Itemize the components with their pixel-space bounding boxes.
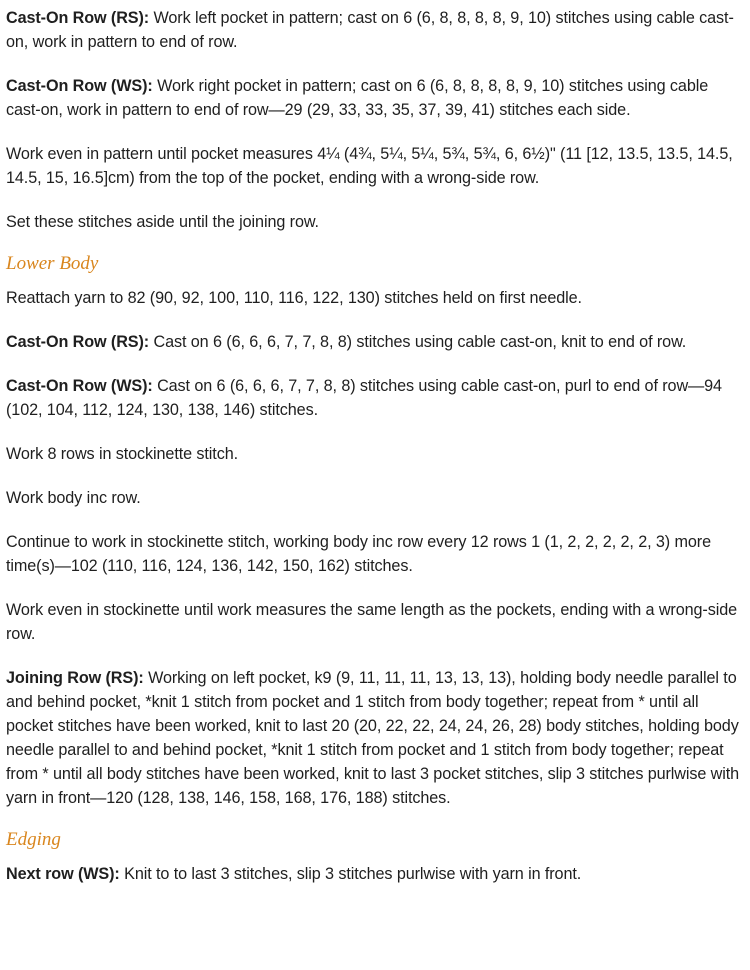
section-heading-edging: Edging [6,829,61,850]
instruction-label: Cast-On Row (WS): [6,77,153,95]
instruction-text: Work right pocket in pattern; cast on 6 (6, 8, 8, 8, 8, 9, 10) stitches using cable cast-on, work in pattern to end of row—29 (29, 33, 33, 35, 37, 39, 41) stitches each side. [6,77,709,119]
instruction-text: Knit to to last 3 stitches, slip 3 stitches purlwise with yarn in front. [119,865,582,883]
instruction-joining-row [6,666,746,810]
instruction-stockinette-rows [6,442,746,466]
instruction-body-inc-row [6,486,746,510]
instruction-label: Cast-On Row (WS): [6,377,153,395]
instruction-text: Work body inc row. [6,489,141,507]
instruction-text: Work even in pattern until pocket measures 4¼ (4¾, 5¼, 5¼, 5¾, 5¾, 6, 6½)" (11 [12, 13.5, 13.5, 14.5, 14.5, 15, 16.5]cm) from the top of the pocket, ending with a wrong-side row. [6,145,733,187]
instruction-label: Next row (WS): [6,865,120,883]
instruction-set-aside [6,210,746,234]
instruction-label: Cast-On Row (RS): [6,9,150,27]
instruction-text: Reattach yarn to 82 (90, 92, 100, 110, 116, 122, 130) stitches held on first needle. [6,289,582,307]
instruction-work-even-pocket [6,142,746,190]
instruction-text: Cast on 6 (6, 6, 6, 7, 7, 8, 8) stitches using cable cast-on, knit to end of row. [149,333,687,351]
instruction-text: Set these stitches aside until the joining row. [6,213,319,231]
instruction-work-even-stockinette [6,598,746,646]
instruction-text: Cast on 6 (6, 6, 6, 7, 7, 8, 8) stitches using cable cast-on, purl to end of row—94 (102, 104, 112, 124, 130, 138, 146) stitches. [6,377,722,419]
section-heading-lower-body: Lower Body [6,253,99,274]
instruction-text: Working on left pocket, k9 (9, 11, 11, 11, 13, 13, 13), holding body needle parallel to and behind pocket, *knit 1 stitch from pocket and 1 stitch from body together; repeat from * until all pocket stitches have been worked, knit to last 20 (20, 22, 22, 24, 24, 26, 28) body stitches, holding body needle parallel to and behind pocket, *knit 1 stitch from pocket and 1 stitch from body together; repeat from * until all body stitches have been worked, knit to last 3 pocket stitches, slip 3 stitches purlwise with yarn in front—120 (128, 138, 146, 158, 168, 176, 188) stitches. [6,669,740,807]
instruction-text: Work 8 rows in stockinette stitch. [6,445,238,463]
instruction-text: Work even in stockinette until work measures the same length as the pockets, ending with a wrong-side row. [6,601,738,643]
instruction-cast-on-ws-body [6,374,746,422]
instruction-text: Continue to work in stockinette stitch, working body inc row every 12 rows 1 (1, 2, 2, 2, 2, 2, 3) more time(s)—102 (110, 116, 124, 136, 142, 150, 162) stitches. [6,533,711,575]
instruction-label: Cast-On Row (RS): [6,333,150,351]
instruction-label: Joining Row (RS): [6,669,144,687]
pattern-page [6,6,746,886]
instruction-next-row-ws [6,862,746,886]
instruction-text: Work left pocket in pattern; cast on 6 (6, 8, 8, 8, 8, 9, 10) stitches using cable cast-on, work in pattern to end of row. [6,9,734,51]
instruction-reattach-yarn [6,286,746,310]
instruction-cast-on-rs-body [6,330,746,354]
instruction-cast-on-rs-pocket [6,6,746,54]
instruction-continue-stockinette [6,530,746,578]
instruction-cast-on-ws-pocket [6,74,746,122]
